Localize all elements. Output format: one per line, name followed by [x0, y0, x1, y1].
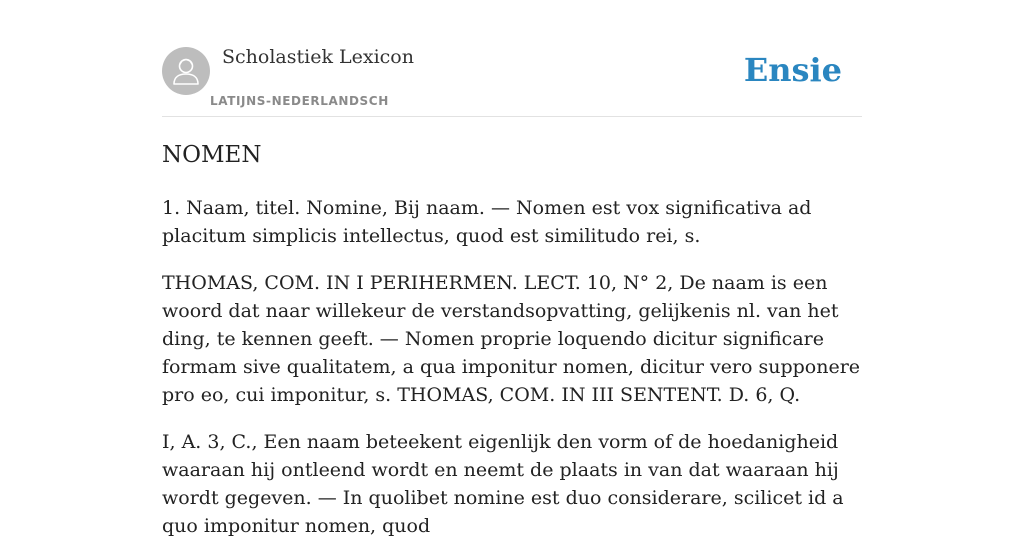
avatar[interactable]	[162, 47, 210, 95]
entry-paragraph: THOMAS, COM. IN I PERIHERMEN. LECT. 10, N° 2, De naam is een woord dat naar willekeur de verstandsopvatting, gelijkenis nl. van het ding, te kennen geeft. — Nomen proprie loquendo dicitur significare formam sive qualitatem, a qua imponitur nomen, dicitur vero supponere pro eo, cui imponitur, s. THOMAS, COM. IN III SENTENT. D. 6, Q.	[162, 272, 861, 406]
entry-content	[162, 140, 862, 559]
entry-title: NOMEN	[162, 142, 262, 168]
book-subtitle: LATIJNS-NEDERLANDSCH	[210, 94, 389, 108]
entry-paragraph: 1. Naam, titel. Nomine, Bij naam. — Nomen est vox significativa ad placitum simplicis intellectus, quod est similitudo rei, s.	[162, 197, 812, 247]
brand-logo[interactable]: Ensie	[743, 51, 842, 89]
user-icon	[162, 47, 210, 95]
book-header	[162, 0, 862, 117]
book-title[interactable]: Scholastiek Lexicon	[222, 46, 414, 68]
entry-paragraph: I, A. 3, C., Een naam beteekent eigenlijk den vorm of de hoedanigheid waaraan hij ontleend wordt en neemt de plaats in van dat waaraan hij wordt gegeven. — In quolibet nomine est duo considerare, scilicet id a quo imponitur nomen, quod	[162, 431, 844, 537]
